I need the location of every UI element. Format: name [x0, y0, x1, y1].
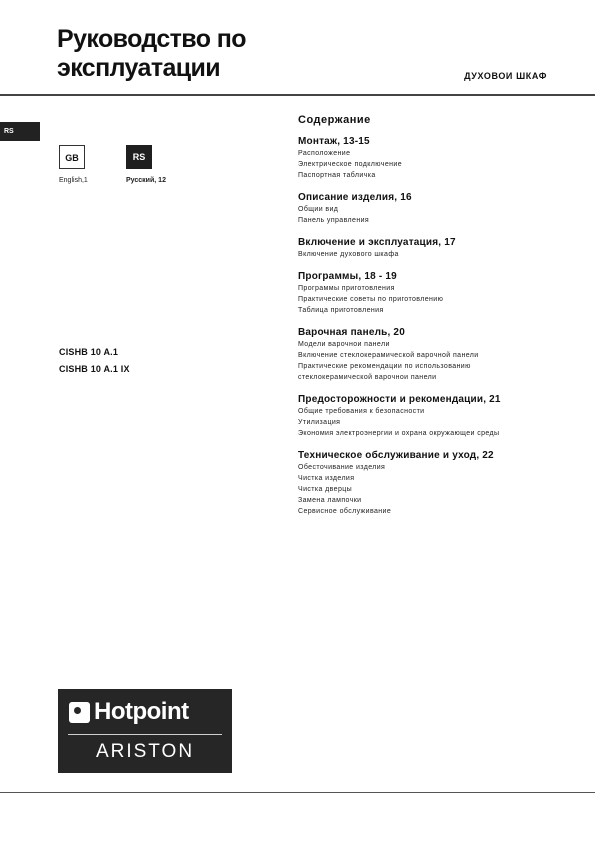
- toc-section: [298, 236, 568, 260]
- toc-item: Экономия электроэнергии и охрана окружающеи среды: [298, 430, 500, 437]
- toc-item: Включение духового шкафа: [298, 251, 399, 258]
- toc-heading: Содержание: [298, 114, 371, 126]
- language-caption-gb: English,1: [59, 177, 88, 184]
- toc-item: Утилизация: [298, 419, 341, 426]
- language-box-gb: GB: [59, 145, 85, 169]
- model-name: CISHB 10 A.1 IX: [59, 364, 130, 374]
- model-name: CISHB 10 A.1: [59, 347, 119, 357]
- toc-section: [298, 270, 568, 316]
- toc-item: Чистка дверцы: [298, 486, 353, 493]
- toc-item: Общие требования к безопасности: [298, 408, 425, 415]
- toc-item: Практические советы по приготовлению: [298, 296, 444, 303]
- toc-section: [298, 449, 568, 517]
- toc-item: Замена лампочки: [298, 497, 362, 504]
- language-side-tab: RS: [0, 122, 40, 141]
- toc-item: Включение стеклокерамической варочной панели: [298, 352, 479, 359]
- toc-item: Панель управления: [298, 217, 370, 224]
- toc-item: Обесточивание изделия: [298, 464, 386, 471]
- brand-mark-icon: [69, 702, 90, 723]
- toc-item: Модели варочнои панели: [298, 341, 390, 348]
- table-of-contents: [298, 114, 568, 527]
- toc-section: [298, 326, 568, 383]
- header-divider: [0, 94, 595, 96]
- toc-section-title: Описание изделия, 16: [298, 192, 412, 203]
- model-list: [59, 344, 130, 378]
- footer-divider: [0, 792, 595, 793]
- toc-item: Сервисное обслуживание: [298, 508, 392, 515]
- toc-section-title: Монтаж, 13-15: [298, 136, 370, 147]
- toc-item: Программы приготовления: [298, 285, 395, 292]
- toc-item: Таблица приготовления: [298, 307, 384, 314]
- brand-subname: ARISTON: [95, 741, 195, 762]
- brand-logo: [58, 689, 232, 773]
- toc-item: Практические рекомендации по использованию: [298, 363, 471, 370]
- toc-item: Чистка изделия: [298, 475, 355, 482]
- toc-section: [298, 393, 568, 439]
- title-line-1: Руководство по: [57, 25, 246, 53]
- toc-section-title: Включение и эксплуатация, 17: [298, 237, 456, 248]
- toc-section: [298, 135, 568, 181]
- toc-item: стеклокерамической варочнои панели: [298, 374, 437, 381]
- toc-section-title: Техническое обслуживание и уход, 22: [298, 450, 494, 461]
- language-caption-rs: Русский, 12: [126, 177, 166, 184]
- toc-section-title: Варочная панель, 20: [298, 327, 405, 338]
- title-line-2: эксплуатации: [57, 54, 221, 82]
- toc-section-title: Программы, 18 - 19: [298, 271, 397, 282]
- language-box-rs: RS: [126, 145, 152, 169]
- logo-divider: [68, 734, 222, 735]
- toc-section-title: Предосторожности и рекомендации, 21: [298, 394, 501, 405]
- toc-section: [298, 191, 568, 226]
- toc-item: Электрическое подключение: [298, 161, 402, 168]
- document-type: ДУХОВОИ ШКАФ: [464, 71, 547, 81]
- document-title: [57, 25, 246, 83]
- toc-item: Паспортная табличка: [298, 172, 376, 179]
- brand-name: Hotpoint: [94, 698, 189, 725]
- toc-item: Общии вид: [298, 206, 339, 213]
- toc-item: Расположение: [298, 150, 351, 157]
